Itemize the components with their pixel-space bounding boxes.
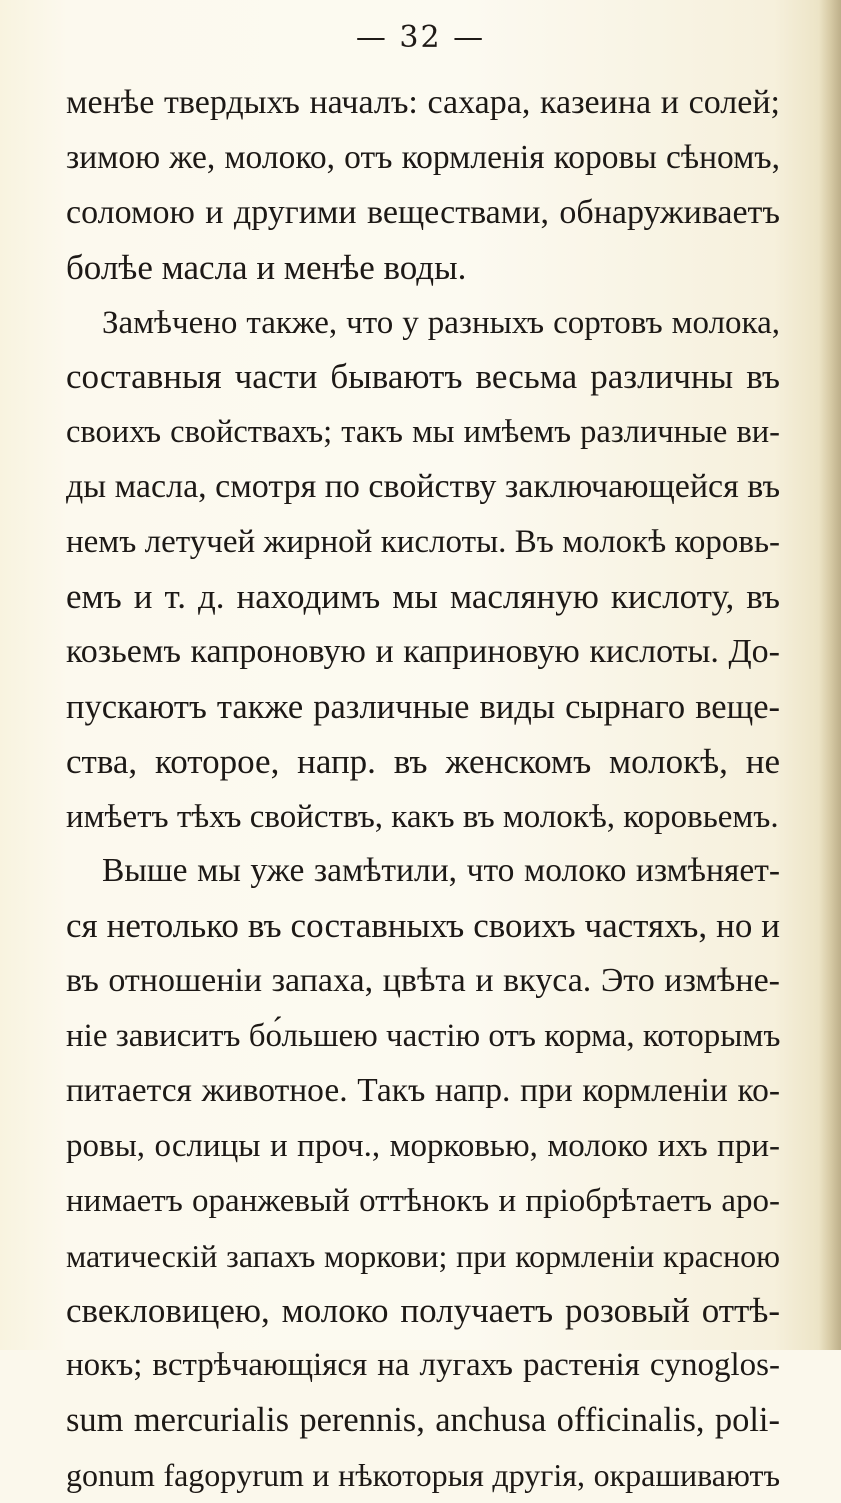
text-line: немъ летучей жирной кислоты. Въ молокѣ коровь- <box>66 524 780 561</box>
text-line: свекловицею, молоко получаетъ розовый оттѣ- <box>66 1290 780 1330</box>
text-line: въ отношеніи запаха, цвѣта и вкуса. Это измѣне- <box>66 962 780 1000</box>
text-line: соломою и другими веществами, обнаруживаетъ <box>66 193 780 231</box>
text-line: пускаютъ также различные виды сырнаго веще- <box>66 687 780 726</box>
text-line: Замѣчено также, что у разныхъ сортовъ молока, <box>102 304 780 341</box>
text-line: болѣе масла и менѣе воды. <box>66 247 467 287</box>
text-line: своихъ свойствахъ; такъ мы имѣемъ различные ви- <box>66 414 780 451</box>
text-line: ся нетолько въ составныхъ своихъ частяхъ, но и <box>66 906 780 946</box>
text-line: составныя части бываютъ весьма различны въ <box>66 357 780 397</box>
text-line: ніе зависитъ бо́льшею частію отъ корма, которымъ <box>66 1018 780 1055</box>
text-line: ды масла, смотря по свойству заключающейся въ <box>66 468 780 506</box>
text-line: нимаетъ оранжевый оттѣнокъ и пріобрѣтаетъ аро- <box>66 1182 780 1219</box>
text-line: имѣетъ тѣхъ свойствъ, какъ въ молокѣ, коровьемъ. <box>66 798 779 835</box>
text-line: нокъ; встрѣчающіяся на лугахъ растенія cynoglos- <box>66 1347 780 1384</box>
text-line: gonum fagopyrum и нѣкоторыя другія, окрашиваютъ <box>66 1457 780 1494</box>
text-line: питается животное. Такъ напр. при кормленіи ко- <box>66 1072 780 1110</box>
text-line: менѣе твердыхъ началъ: сахара, казеина и солей; <box>66 84 780 121</box>
page-edge-shadow <box>819 0 841 1350</box>
text-line: Выше мы уже замѣтили, что молоко измѣняет- <box>102 852 780 890</box>
text-line: ства, которое, напр. въ женскомъ молокѣ, не <box>66 741 780 781</box>
text-line: емъ и т. д. находимъ мы масляную кислоту, въ <box>66 577 780 617</box>
page-number: — 32 — <box>355 20 486 55</box>
body-text <box>66 76 780 1503</box>
text-line: зимою же, молоко, отъ кормленія коровы сѣномъ, <box>66 138 780 176</box>
text-line: ровы, ослицы и проч., морковью, молоко ихъ при- <box>66 1127 780 1164</box>
text-line: sum mercurialis perennis, anchusa officinalis, poli- <box>66 1401 780 1440</box>
text-line: козьемъ капроновую и каприновую кислоты. До- <box>66 632 780 670</box>
text-line: матическій запахъ моркови; при кормленіи красною <box>66 1237 780 1274</box>
